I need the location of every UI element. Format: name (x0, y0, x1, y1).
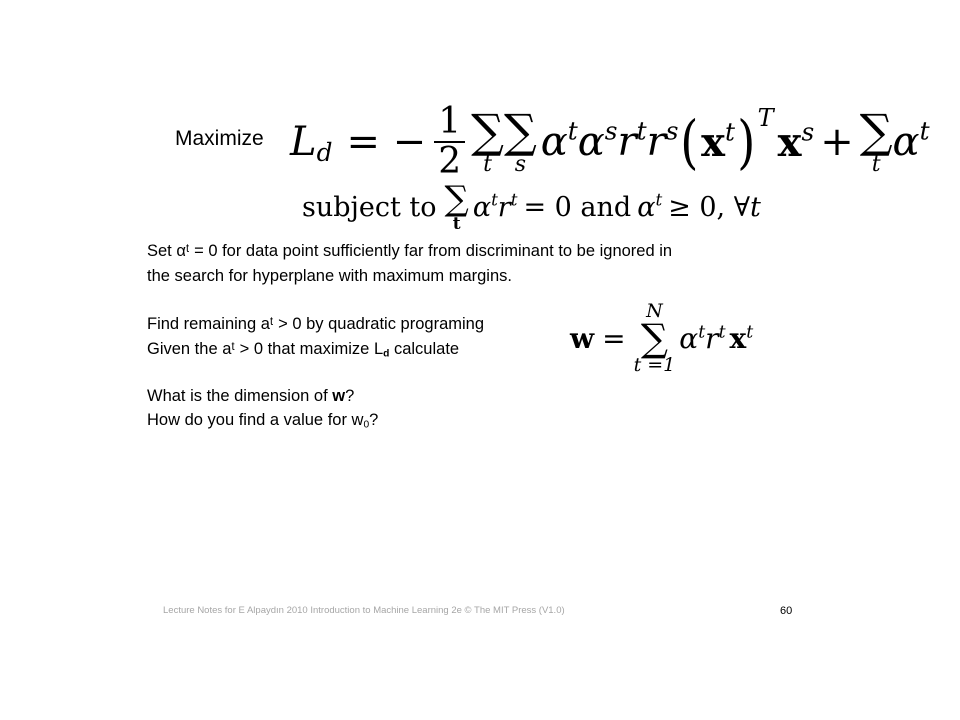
eq2-sum-t: ∑ t (444, 178, 469, 234)
eq2-t-end: t (750, 191, 761, 223)
maximize-label: Maximize (175, 127, 264, 150)
eq2-alpha-t: $\alpha^t$ (637, 189, 663, 223)
eq3-w: w (570, 321, 595, 355)
eq1-sum-t2: ∑ t (859, 104, 893, 177)
question-dimension: What is the dimension of w? (147, 387, 355, 405)
eq3-terms: $\alpha^tr^t$ (679, 321, 726, 355)
paragraph-find-line1: Find remaining aᵗ > 0 by quadratic programing (147, 315, 485, 333)
eq3-x: $x^t$ (729, 321, 754, 355)
eq1-sum-t: ∑ t (471, 104, 504, 177)
eq2-terms: $\alpha^tr^t$ (472, 189, 518, 223)
eq2-subject-to: subject to (302, 191, 437, 223)
paragraph-find-line2: Given the aᵗ > 0 that maximize $L_d$ calculate (147, 340, 460, 360)
eq1-fraction: $\frac{1}{2}$ (434, 103, 465, 181)
eq1-paren-close: ) (737, 108, 756, 176)
eq2-geq-zero: ≥ 0, ∀ (668, 191, 751, 223)
constraint-equation (302, 178, 761, 236)
eq3-sum: N ∑ t =1 (633, 300, 676, 376)
dual-objective-equation (290, 102, 930, 182)
eq1-x-s: $x^s$ (777, 117, 815, 166)
weight-vector-equation (570, 300, 753, 376)
eq1-alpha-t: $\alpha^t$ (892, 116, 930, 165)
eq1-transpose: T (757, 104, 774, 132)
question-w0: How do you find a value for $w_0$? (147, 411, 379, 431)
eq1-sum-s: ∑ s (503, 104, 537, 177)
eq1-equals-minus: = − (346, 119, 427, 165)
eq1-plus: + (820, 119, 854, 165)
paragraph-set-alpha-line2: the search for hyperplane with maximum margins. (147, 267, 512, 285)
eq1-lhs: $L_d$ (290, 119, 333, 168)
eq1-x-t: $x^t$ (701, 117, 735, 166)
page-number: 60 (780, 605, 793, 617)
eq1-paren-open: ( (680, 108, 699, 176)
eq3-equals: = (602, 321, 626, 355)
footer-citation: Lecture Notes for E Alpaydın 2010 Introduction to Machine Learning 2e © The MIT Press (V1.0) (163, 605, 565, 616)
paragraph-set-alpha-line1: Set αᵗ = 0 for data point sufficiently far from discriminant to be ignored in (147, 242, 673, 260)
eq2-eq-zero-and: = 0 and (523, 191, 632, 223)
eq1-terms: $\alpha^t\alpha^sr^tr^s$ (540, 116, 679, 165)
